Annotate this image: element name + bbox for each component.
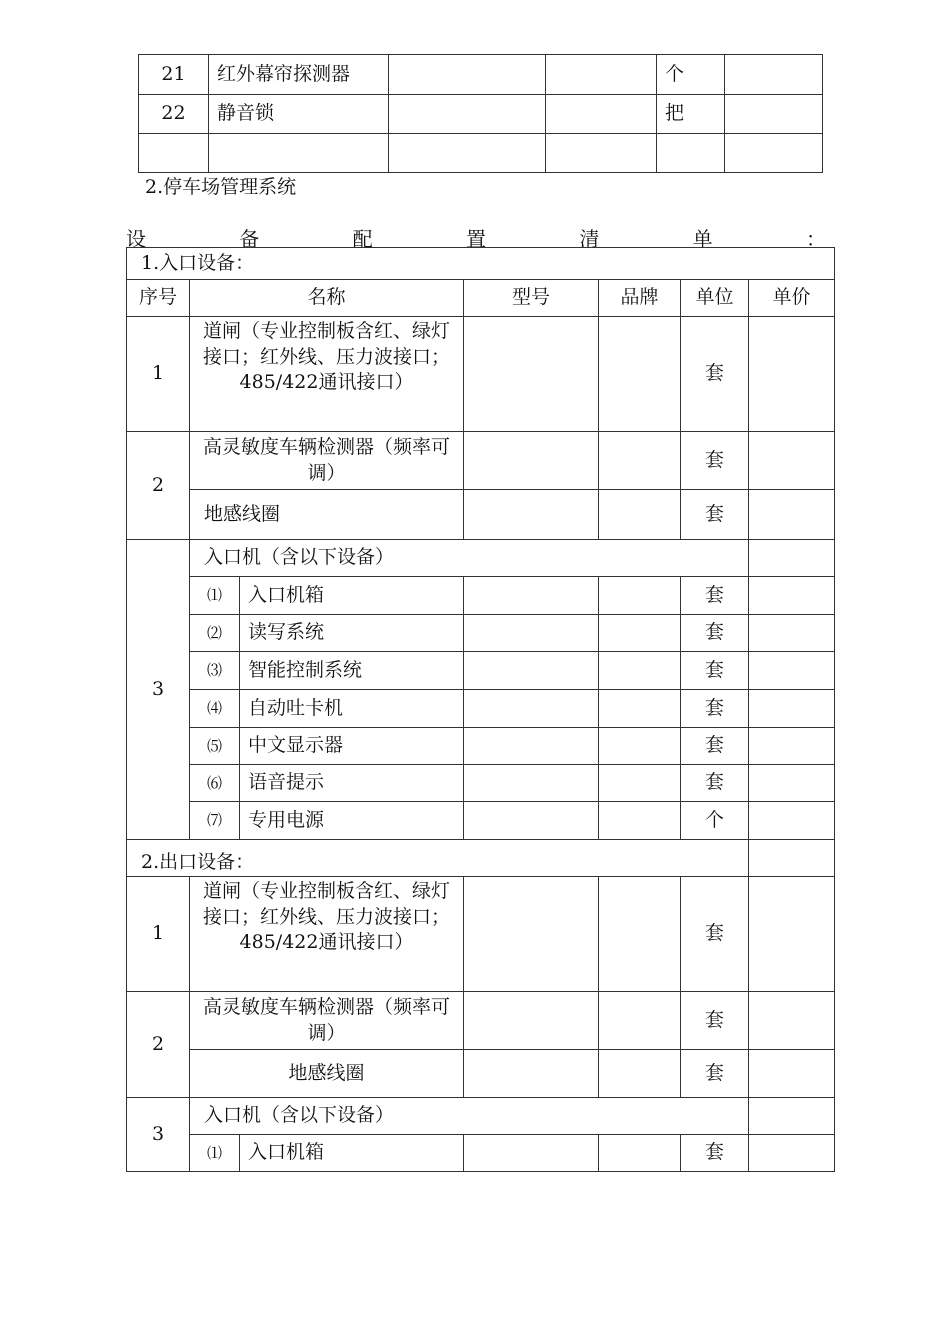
model-cell bbox=[464, 1050, 599, 1098]
header-model: 型号 bbox=[464, 280, 599, 317]
brand-cell bbox=[599, 652, 681, 690]
sub-index: ⑴ bbox=[190, 1135, 240, 1172]
security-equipment-table bbox=[138, 54, 823, 173]
item-name: 地感线圈 bbox=[190, 1050, 464, 1098]
row-number: 1 bbox=[127, 877, 190, 992]
row-number: 2 bbox=[127, 992, 190, 1098]
model-cell bbox=[464, 652, 599, 690]
item-name: 地感线圈 bbox=[190, 490, 464, 540]
heading-char: 清 bbox=[579, 227, 600, 251]
item-name: 入口机（含以下设备） bbox=[190, 540, 749, 577]
sub-item-row bbox=[127, 728, 835, 765]
sub-item-row bbox=[127, 765, 835, 802]
sub-item-row bbox=[127, 615, 835, 652]
unit-cell: 套 bbox=[681, 765, 749, 802]
model-cell bbox=[464, 577, 599, 615]
table-row bbox=[139, 55, 823, 95]
model-cell bbox=[464, 877, 599, 992]
table-row bbox=[139, 134, 823, 173]
model-cell bbox=[464, 802, 599, 840]
table-row bbox=[127, 317, 835, 432]
item-name: 静音锁 bbox=[209, 95, 389, 134]
model-cell bbox=[389, 55, 546, 95]
brand-cell bbox=[599, 1135, 681, 1172]
table-row bbox=[127, 432, 835, 490]
section-title: 2.停车场管理系统 bbox=[145, 176, 297, 198]
empty-cell bbox=[725, 134, 823, 173]
row-number: 3 bbox=[127, 1098, 190, 1172]
item-name: 道闸（专业控制板含红、绿灯接口；红外线、压力波接口；485/422通讯接口） bbox=[190, 317, 464, 432]
sub-item-row bbox=[127, 802, 835, 840]
row-number: 2 bbox=[127, 432, 190, 540]
heading-char: 单 bbox=[692, 227, 713, 251]
model-cell bbox=[464, 490, 599, 540]
item-name: 红外幕帘探测器 bbox=[209, 55, 389, 95]
empty-cell bbox=[546, 134, 657, 173]
brand-cell bbox=[599, 490, 681, 540]
brand-cell bbox=[599, 765, 681, 802]
price-cell bbox=[749, 877, 835, 992]
price-cell bbox=[749, 317, 835, 432]
brand-cell bbox=[599, 615, 681, 652]
unit-cell: 个 bbox=[681, 802, 749, 840]
table-row bbox=[127, 490, 835, 540]
header-brand: 品牌 bbox=[599, 280, 681, 317]
price-cell bbox=[725, 55, 823, 95]
table-row bbox=[127, 248, 835, 280]
unit-cell: 套 bbox=[681, 652, 749, 690]
brand-cell bbox=[599, 877, 681, 992]
model-cell bbox=[464, 432, 599, 490]
price-cell bbox=[725, 95, 823, 134]
table-row bbox=[139, 95, 823, 134]
unit-cell: 套 bbox=[681, 615, 749, 652]
price-cell bbox=[749, 490, 835, 540]
price-cell bbox=[749, 652, 835, 690]
item-name: 道闸（专业控制板含红、绿灯接口；红外线、压力波接口；485/422通讯接口） bbox=[190, 877, 464, 992]
header-row bbox=[127, 280, 835, 317]
brand-cell bbox=[599, 577, 681, 615]
price-cell bbox=[749, 615, 835, 652]
row-number: 21 bbox=[139, 55, 209, 95]
item-name: 自动吐卡机 bbox=[240, 690, 464, 728]
heading-char: 配 bbox=[352, 227, 373, 251]
table-row bbox=[127, 540, 835, 577]
empty-cell bbox=[209, 134, 389, 173]
heading-char: ： bbox=[805, 227, 826, 251]
unit-cell: 套 bbox=[681, 432, 749, 490]
sub-item-row bbox=[127, 1135, 835, 1172]
price-cell bbox=[749, 1050, 835, 1098]
price-cell bbox=[749, 1135, 835, 1172]
item-name: 高灵敏度车辆检测器（频率可调） bbox=[190, 992, 464, 1050]
price-cell bbox=[749, 765, 835, 802]
model-cell bbox=[464, 765, 599, 802]
price-cell bbox=[749, 992, 835, 1050]
empty-cell bbox=[139, 134, 209, 173]
brand-cell bbox=[599, 802, 681, 840]
item-name: 中文显示器 bbox=[240, 728, 464, 765]
model-cell bbox=[464, 728, 599, 765]
brand-cell bbox=[546, 95, 657, 134]
unit-cell: 套 bbox=[681, 577, 749, 615]
brand-cell bbox=[546, 55, 657, 95]
price-cell bbox=[749, 840, 835, 877]
header-price: 单价 bbox=[749, 280, 835, 317]
sub-index: ⑶ bbox=[190, 652, 240, 690]
unit-cell: 套 bbox=[681, 877, 749, 992]
model-cell bbox=[464, 1135, 599, 1172]
heading-char: 备 bbox=[239, 227, 260, 251]
item-name: 语音提示 bbox=[240, 765, 464, 802]
sub-index: ⑺ bbox=[190, 802, 240, 840]
row-number: 22 bbox=[139, 95, 209, 134]
sub-index: ⑹ bbox=[190, 765, 240, 802]
item-name: 入口机箱 bbox=[240, 577, 464, 615]
model-cell bbox=[389, 95, 546, 134]
sub-index: ⑷ bbox=[190, 690, 240, 728]
heading-char: 置 bbox=[465, 227, 486, 251]
sub-index: ⑸ bbox=[190, 728, 240, 765]
price-cell bbox=[749, 1098, 835, 1135]
model-cell bbox=[464, 992, 599, 1050]
sub-index: ⑵ bbox=[190, 615, 240, 652]
price-cell bbox=[749, 432, 835, 490]
unit-cell: 套 bbox=[681, 1135, 749, 1172]
brand-cell bbox=[599, 1050, 681, 1098]
sub-item-row bbox=[127, 690, 835, 728]
unit-cell: 套 bbox=[681, 728, 749, 765]
table-row bbox=[127, 1098, 835, 1135]
brand-cell bbox=[599, 690, 681, 728]
parking-equipment-table bbox=[126, 247, 835, 1172]
price-cell bbox=[749, 577, 835, 615]
unit-cell: 把 bbox=[657, 95, 725, 134]
table-row bbox=[127, 1050, 835, 1098]
item-name: 入口机（含以下设备） bbox=[190, 1098, 749, 1135]
price-cell bbox=[749, 802, 835, 840]
sub-item-row bbox=[127, 577, 835, 615]
item-name: 入口机箱 bbox=[240, 1135, 464, 1172]
item-name: 专用电源 bbox=[240, 802, 464, 840]
model-cell bbox=[464, 615, 599, 652]
brand-cell bbox=[599, 728, 681, 765]
sub-item-row bbox=[127, 652, 835, 690]
unit-cell: 套 bbox=[681, 317, 749, 432]
list-heading bbox=[126, 223, 826, 249]
item-name: 智能控制系统 bbox=[240, 652, 464, 690]
row-number: 3 bbox=[127, 540, 190, 840]
brand-cell bbox=[599, 432, 681, 490]
heading-char: 设 bbox=[126, 227, 146, 251]
table-row bbox=[127, 992, 835, 1050]
item-name: 读写系统 bbox=[240, 615, 464, 652]
model-cell bbox=[464, 317, 599, 432]
brand-cell bbox=[599, 992, 681, 1050]
unit-cell: 套 bbox=[681, 1050, 749, 1098]
price-cell bbox=[749, 540, 835, 577]
item-name: 高灵敏度车辆检测器（频率可调） bbox=[190, 432, 464, 490]
table-row bbox=[127, 840, 835, 877]
header-name: 名称 bbox=[190, 280, 464, 317]
empty-cell bbox=[389, 134, 546, 173]
sub-index: ⑴ bbox=[190, 577, 240, 615]
price-cell bbox=[749, 728, 835, 765]
unit-cell: 个 bbox=[657, 55, 725, 95]
price-cell bbox=[749, 690, 835, 728]
model-cell bbox=[464, 690, 599, 728]
unit-cell: 套 bbox=[681, 992, 749, 1050]
unit-cell: 套 bbox=[681, 490, 749, 540]
unit-cell: 套 bbox=[681, 690, 749, 728]
entrance-title: 1.入口设备： bbox=[127, 248, 835, 280]
table-row bbox=[127, 877, 835, 992]
header-unit: 单位 bbox=[681, 280, 749, 317]
row-number: 1 bbox=[127, 317, 190, 432]
brand-cell bbox=[599, 317, 681, 432]
exit-title: 2.出口设备： bbox=[127, 840, 749, 877]
empty-cell bbox=[657, 134, 725, 173]
header-no: 序号 bbox=[127, 280, 190, 317]
